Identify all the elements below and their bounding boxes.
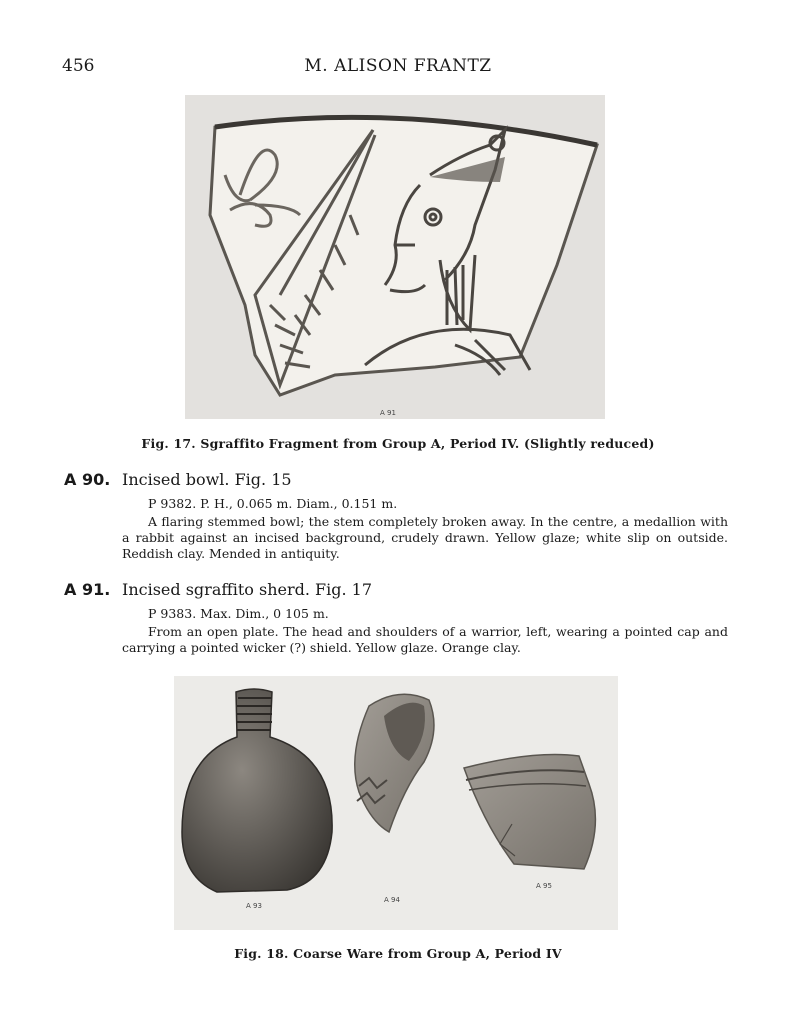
entry-number: A 90. <box>64 470 111 489</box>
page-number: 456 <box>62 56 95 76</box>
entry-number: A 91. <box>64 580 111 599</box>
label-a93: A 93 <box>246 902 262 910</box>
entry-title: Incised sgraffito sherd. Fig. 17 <box>122 580 373 599</box>
entry-heading-a90 <box>64 470 292 489</box>
sgraffito-fragment-image <box>185 95 605 419</box>
running-head: M. ALISON FRANTZ <box>304 56 492 76</box>
figure-18-caption: Fig. 18. Coarse Ware from Group A, Period IV <box>234 946 562 961</box>
entry-description-a91: From an open plate. The head and shoulders of a warrior, left, wearing a pointed cap and carrying a pointed wicker (?) shield. Yellow glaze. Orange clay. <box>122 624 728 655</box>
figure-17-plate-label: A 91 <box>380 409 396 417</box>
entry-title: Incised bowl. Fig. 15 <box>122 470 292 489</box>
figure-17-caption: Fig. 17. Sgraffito Fragment from Group A, Period IV. (Slightly reduced) <box>141 436 655 451</box>
label-a94: A 94 <box>384 896 400 904</box>
figure-17-photo <box>185 95 605 419</box>
entry-catalogue-a91: P 9383. Max. Dim., 0 105 m. <box>148 606 329 621</box>
label-a95: A 95 <box>536 882 552 890</box>
entry-catalogue-a90: P 9382. P. H., 0.065 m. Diam., 0.151 m. <box>148 496 398 511</box>
entry-description-a90: A flaring stemmed bowl; the stem completely broken away. In the centre, a medallion with a rabbit against an incised background, crudely drawn. Yellow glaze; white slip on outside. Reddish clay. Mended in antiquity. <box>122 514 728 561</box>
figure-18-photo <box>174 676 618 930</box>
coarse-ware-image <box>174 676 618 930</box>
entry-heading-a91 <box>64 580 372 599</box>
